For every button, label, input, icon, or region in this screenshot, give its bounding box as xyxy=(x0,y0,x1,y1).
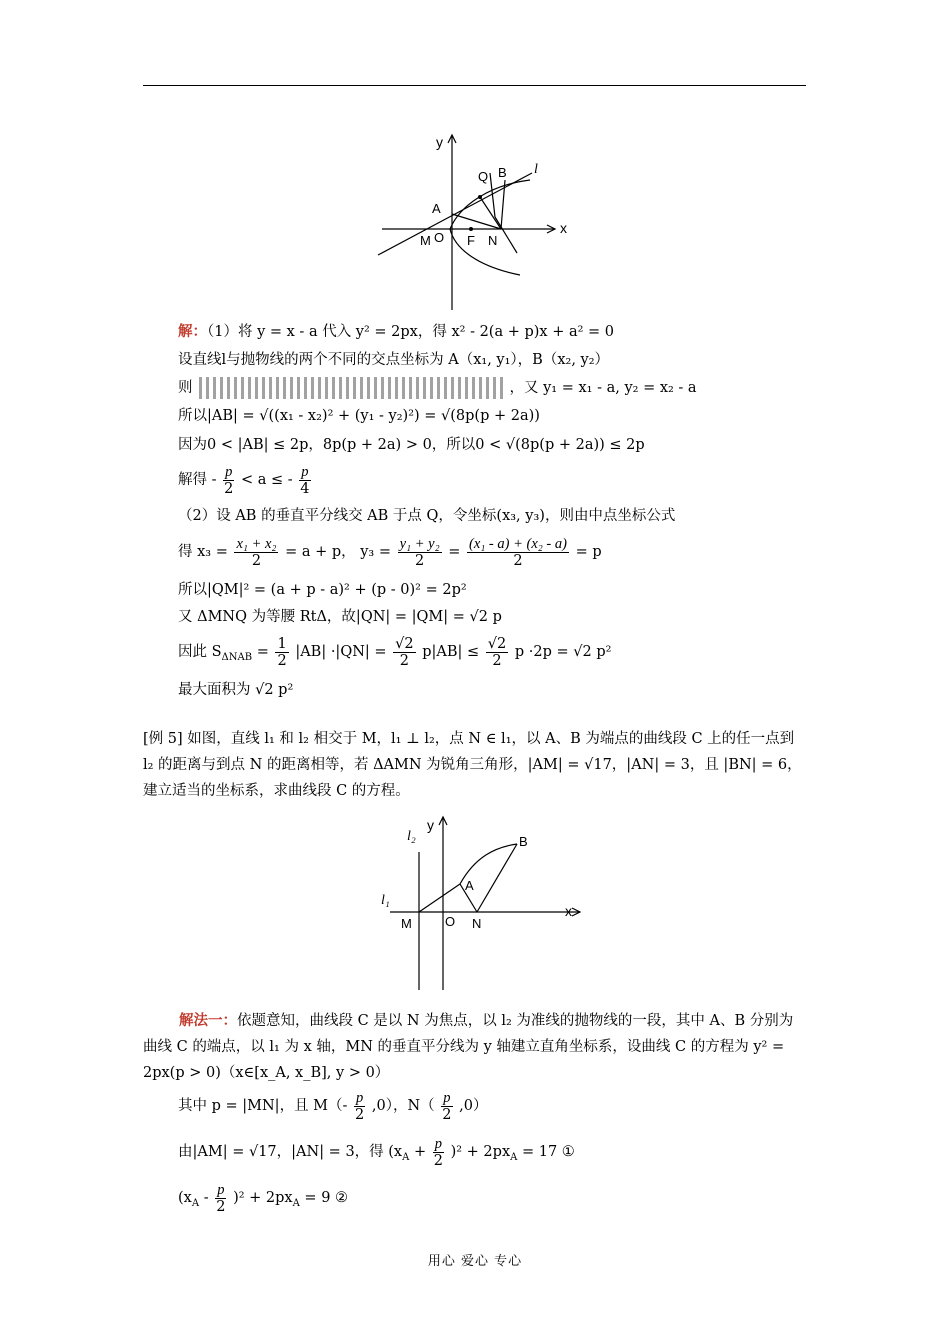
page-footer: 用心 爱心 专心 xyxy=(427,1254,523,1269)
sol1-text-11e: p|AB| ≤ xyxy=(422,644,480,660)
frac-y-expanded: $\frac{\text{(x₁ - a) + (x₂ - a)}}{2}$ xyxy=(469,535,567,569)
sol2-heading: 解法一： xyxy=(179,1012,237,1029)
sol1-text-3b: ，又 y₁ = x₁ - a, y₂ = x₂ - a xyxy=(509,380,697,396)
sol2-sub-a4: A xyxy=(292,1197,300,1209)
frac-p-over-2-n: $\frac{p}{2}$ xyxy=(442,1089,452,1123)
blurred-equation-system xyxy=(199,377,504,399)
sol1-text-8a: 得 x₃ = xyxy=(178,544,228,560)
fig1-label-B: B xyxy=(498,165,507,180)
sol2-text-4c: )² + 2px xyxy=(233,1190,293,1206)
fig1-label-M: M xyxy=(420,233,431,248)
sol1-text-11b: = xyxy=(256,644,269,660)
fig1-label-O: O xyxy=(434,230,445,245)
sol2-text-4d: = 9 ② xyxy=(299,1190,349,1206)
sol2-text-3c: )² + 2px xyxy=(450,1144,511,1160)
fig2-label-O: O xyxy=(445,914,456,929)
fig1-label-N: N xyxy=(488,233,498,248)
sol1-line-12: 最大面积为 √2 p² xyxy=(178,682,294,698)
sol2-line-4 xyxy=(178,1176,348,1226)
sol1-line-6 xyxy=(178,460,313,500)
frac-root2-over-2-b: $\frac{√2}{2}$ xyxy=(487,635,507,669)
frac-p-over-2: $\frac{p}{2}$ xyxy=(224,463,234,497)
frac-y-midpoint: $\frac{\text{y₁ + y₂}}{2}$ xyxy=(399,535,440,569)
frac-root2-over-2-a: $\frac{√2}{2}$ xyxy=(395,635,414,669)
fig2-label-B: B xyxy=(519,834,528,849)
sol1-sub-nab: ΔNAB xyxy=(221,651,253,663)
sol2-line-2 xyxy=(178,1084,487,1128)
sol1-line-1 xyxy=(178,322,614,342)
sol1-text-8e: = p xyxy=(575,544,602,560)
sol1-line-9: 所以|QM|² = (a + p - a)² + (p - 0)² = 2p² xyxy=(178,582,467,598)
sol2-sub-a2: A xyxy=(510,1151,518,1163)
sol1-line-4: 所以|AB| = √((x₁ - x₂)² + (y₁ - y₂)²) = √(8p(p + 2a)) xyxy=(178,408,540,424)
sol1-text-8b: = a + p， y₃ = xyxy=(285,544,392,560)
sol2-text-3a: 由|AM| = √17，|AN| = 3，得 (x xyxy=(178,1144,403,1160)
sol2-text-1: 依题意知，曲线段 C 是以 N 为焦点，以 l₂ 为准线的抛物线的一段，其中 A、B 分别为曲线 C 的端点，以 l₁ 为 x 轴，MN 的垂直平分线为 y 轴建立直角坐标系，设曲线 C 的方程为 y² = 2px(p > 0)（x∈[x_A, x_B], y > 0） xyxy=(143,1013,794,1081)
fig2-label-l2: l₂ xyxy=(407,829,416,844)
sol2-paragraph xyxy=(143,1008,807,1086)
fig1-label-Q: Q xyxy=(478,169,489,184)
sol2-text-3d: = 17 ① xyxy=(517,1144,575,1160)
sol2-text-3b: + xyxy=(413,1144,427,1160)
sol2-text-2c: ,0） xyxy=(459,1098,488,1114)
sol1-line-10: 又 ΔMNQ 为等腰 RtΔ，故|QN| = |QM| = √2 p xyxy=(178,609,502,625)
figure-1-parabola xyxy=(370,125,580,315)
frac-p-over-2-eq2: $\frac{p}{2}$ xyxy=(216,1181,226,1215)
sol1-line-8 xyxy=(178,530,602,574)
fig2-label-x: x xyxy=(565,903,572,919)
frac-p-over-4: $\frac{p}{4}$ xyxy=(300,463,310,497)
sol1-text-6a: 解得 - xyxy=(178,472,217,488)
fig1-label-A: A xyxy=(432,201,441,216)
sol2-line-3 xyxy=(178,1130,575,1180)
fig2-label-l1: l₁ xyxy=(381,893,390,908)
fig2-label-M: M xyxy=(401,916,412,931)
frac-x-midpoint: $\frac{\text{x₁ + x₂}}{2}$ xyxy=(236,535,277,569)
header-rule xyxy=(143,85,806,86)
sol1-text-8c: = xyxy=(448,544,461,560)
example-5-text: [例 5] 如图，直线 l₁ 和 l₂ 相交于 M，l₁ ⊥ l₂，点 N ∈ l₁，以 A、B 为端点的曲线段 C 上的任一点到 l₂ 的距离与到点 N 的距离相等，若 ΔAMN 为锐角三角形，|AM| = √17，|AN| = 3，且 |BN| = 6，建立适当的坐标系，求曲线段 C 的方程。 xyxy=(143,731,802,799)
sol1-text-6b: < a ≤ - xyxy=(240,472,293,488)
sol1-line-3 xyxy=(178,377,697,399)
fig2-label-N: N xyxy=(472,916,482,931)
fig2-label-y: y xyxy=(427,817,434,833)
sol1-text-11a: 因此 S xyxy=(178,644,222,660)
frac-one-half: $\frac{1}{2}$ xyxy=(277,635,287,669)
sol2-text-4b: - xyxy=(203,1190,209,1206)
sol1-heading: 解： xyxy=(178,323,207,340)
sol2-sub-a3: A xyxy=(191,1197,200,1209)
sol1-line-11 xyxy=(178,630,611,680)
sol1-line-2: 设直线l与抛物线的两个不同的交点坐标为 A（x₁, y₁），B（x₂, y₂） xyxy=(178,352,610,368)
sol1-text-11c: |AB| ·|QN| = xyxy=(295,644,387,660)
fig1-label-F: F xyxy=(467,233,475,248)
frac-p-over-2-eq1: $\frac{p}{2}$ xyxy=(433,1135,443,1169)
sol2-sub-a1: A xyxy=(402,1151,410,1163)
sol1-line-5: 因为0 < |AB| ≤ 2p，8p(p + 2a) > 0，所以0 < √(8p(p + 2a)) ≤ 2p xyxy=(178,437,645,453)
sol1-text-3a: 则 xyxy=(178,380,193,396)
sol2-text-4a: (x xyxy=(178,1190,192,1206)
figure-2-curve xyxy=(375,812,590,992)
fig2-label-A: A xyxy=(465,878,474,893)
frac-p-over-2-m: $\frac{p}{2}$ xyxy=(355,1089,365,1123)
sol2-text-2a: 其中 p = |MN|，且 M（- xyxy=(178,1098,348,1114)
sol2-text-2b: ,0），N（ xyxy=(371,1098,435,1114)
sol1-text-1: （1）将 y = x - a 代入 y² = 2px，得 x² - 2(a + p)x + a² = 0 xyxy=(207,324,615,340)
sol1-line-7: （2）设 AB 的垂直平分线交 AB 于点 Q，令坐标(x₃, y₃)，则由中点坐标公式 xyxy=(178,508,676,524)
fig1-label-x: x xyxy=(560,220,567,236)
fig1-label-y: y xyxy=(436,134,443,150)
sol1-text-11f: p ·2p = √2 p² xyxy=(514,644,612,660)
fig1-label-l: l xyxy=(534,162,538,177)
